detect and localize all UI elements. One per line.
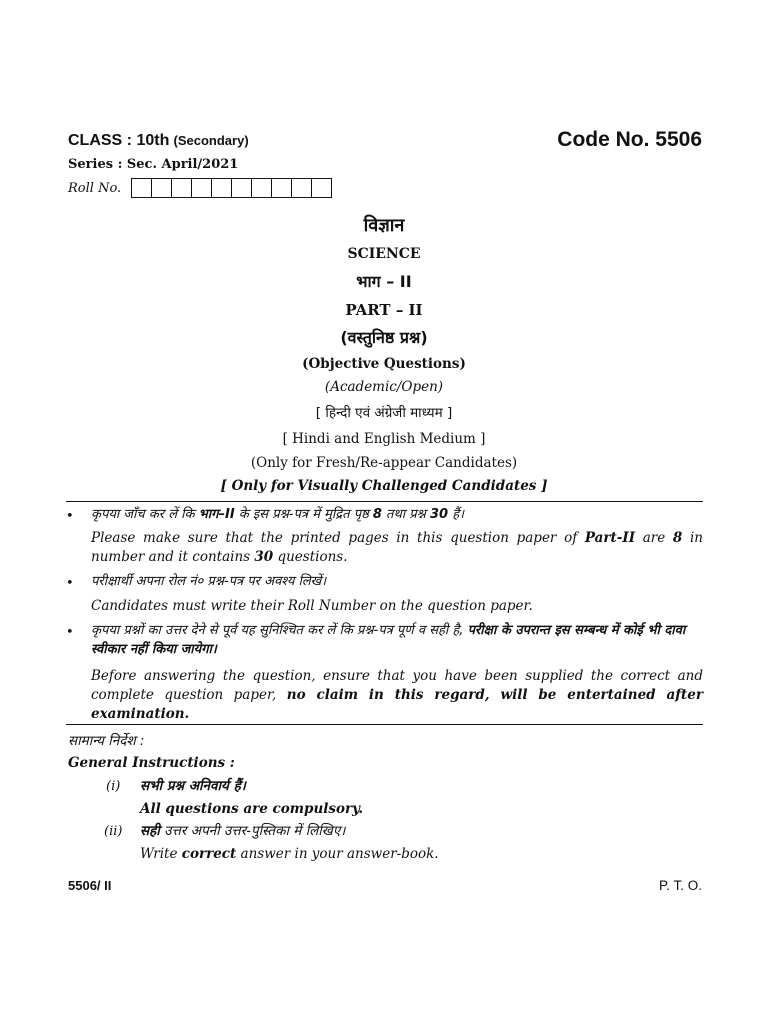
instruction-ii-number: (ii) (104, 824, 123, 839)
class-sub: (Secondary) (173, 133, 249, 148)
roll-box[interactable] (312, 179, 331, 197)
instruction-i-hindi: सभी प्रश्न अनिवार्य हैं। (140, 778, 246, 794)
part-hindi: भाग – II (356, 272, 412, 291)
type-english: (Objective Questions) (302, 356, 466, 372)
note-1-english (91, 529, 703, 567)
note-1-hindi-text: कृपया जाँच कर लें कि (91, 507, 199, 522)
bullet-2: • (66, 576, 74, 591)
note-3-hindi-text: कृपया प्रश्नों का उत्तर देने से पूर्व यह सुनिश्चित कर लें कि प्रश्न-पत्र पूर्ण व सही है, (91, 623, 468, 638)
instruction-ii-en-bold: correct (181, 846, 237, 862)
roll-box[interactable] (152, 179, 172, 197)
part-english: PART – II (345, 301, 423, 319)
roll-box[interactable] (132, 179, 152, 197)
medium-hindi: [ हिन्दी एवं अंग्रेजी माध्यम ] (315, 405, 453, 421)
general-heading-english: General Instructions : (68, 755, 235, 771)
note-2-hindi: परीक्षार्थी अपना रोल नं० प्रश्न-पत्र पर अवश्य लिखें। (91, 574, 327, 589)
class-line (68, 132, 249, 150)
subject-english: SCIENCE (347, 246, 421, 262)
class-label: CLASS : 10th (68, 132, 170, 149)
roll-box[interactable] (272, 179, 292, 197)
roll-box[interactable] (172, 179, 192, 197)
note-3-english (91, 667, 703, 724)
general-heading-hindi: सामान्य निर्देश : (68, 733, 145, 749)
note-1-en-text: Please make sure that the printed pages in this question paper of (91, 530, 585, 546)
note-1-hindi-pages: 8 (372, 507, 382, 522)
note-1-hindi-questions: 30 (430, 507, 449, 522)
instruction-ii-english (140, 846, 439, 862)
note-1-en-questions: 30 (254, 549, 274, 565)
note-1-en-text: questions. (273, 549, 348, 565)
note-1-hindi-part: भाग–II (198, 507, 235, 522)
note-3-hindi-bold: परीक्षा के उपरान्त इस सम्बन्ध में कोई भी दावा स्वीकार नहीं किया जायेगा। (91, 623, 686, 657)
note-2-english: Candidates must write their Roll Number on the question paper. (91, 598, 533, 614)
subject-hindi: विज्ञान (363, 215, 405, 236)
instruction-i-english: All questions are compulsory. (140, 801, 364, 817)
code-number: Code No. 5506 (557, 128, 702, 151)
medium-english: [ Hindi and English Medium ] (282, 431, 486, 447)
roll-box[interactable] (192, 179, 212, 197)
note-3-en-bold: no claim in this regard, will be entertained after examination. (91, 687, 703, 722)
note-1-en-part: Part-II (584, 530, 636, 546)
note-1-hindi (91, 505, 703, 524)
note-3-en-text: Before answering the question, ensure that you have been supplied the correct and complete question paper, (91, 668, 703, 703)
instruction-ii-hindi-text: उत्तर अपनी उत्तर-पुस्तिका में लिखिए। (159, 823, 346, 839)
bullet-1: • (66, 509, 74, 524)
note-1-hindi-text: हैं। (448, 507, 465, 522)
instruction-ii-en-text: Write (140, 846, 182, 862)
note-1-en-pages: 8 (672, 530, 683, 546)
special-note: [ Only for Visually Challenged Candidates ] (220, 478, 548, 494)
roll-box[interactable] (292, 179, 312, 197)
divider-top (66, 501, 703, 502)
note-3-hindi (91, 621, 703, 659)
instruction-ii-hindi-bold: सही (140, 823, 160, 839)
divider-bottom (66, 724, 703, 725)
bullet-3: • (66, 625, 74, 640)
instruction-ii-en-text: answer in your answer-book. (236, 846, 439, 862)
note-1-en-text: in number and it contains (91, 530, 703, 565)
roll-box[interactable] (252, 179, 272, 197)
instruction-ii-hindi (140, 821, 345, 839)
candidates-note: (Only for Fresh/Re-appear Candidates) (250, 455, 518, 471)
roll-box[interactable] (232, 179, 252, 197)
footer-code: 5506/ II (68, 878, 112, 893)
instruction-i-number: (i) (106, 779, 121, 794)
note-1-hindi-text: तथा प्रश्न (381, 507, 430, 522)
series-line: Series : Sec. April/2021 (68, 157, 239, 172)
roll-number-boxes[interactable] (131, 178, 332, 198)
note-1-en-text: are (635, 530, 673, 546)
footer-pto: P. T. O. (658, 878, 702, 893)
mode: (Academic/Open) (324, 379, 444, 395)
roll-box[interactable] (212, 179, 232, 197)
note-1-hindi-text: के इस प्रश्न-पत्र में मुद्रित पृष्ठ (234, 507, 373, 522)
type-hindi: (वस्तुनिष्ठ प्रश्न) (340, 328, 428, 347)
roll-label: Roll No. (68, 181, 122, 196)
